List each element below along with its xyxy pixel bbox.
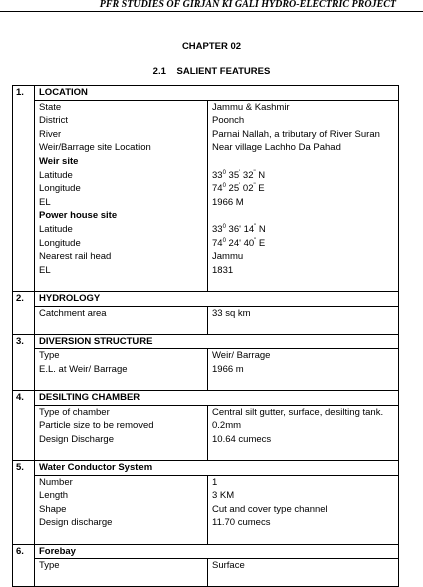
values-cell (208, 306, 399, 334)
value-part: 1966 m (212, 363, 244, 375)
field-label: District (39, 115, 69, 127)
value-part: E (256, 237, 266, 249)
labels-cell (35, 405, 208, 460)
field-label: EL (39, 264, 51, 276)
value-part: N (256, 223, 266, 235)
spacer (212, 277, 398, 291)
value-superscript: " (253, 183, 256, 190)
section-row (13, 291, 399, 306)
value-part: Cut and cover type channel (212, 503, 328, 515)
value-part: 33 sq km (212, 307, 251, 319)
field-label: E.L. at Weir/ Barrage (39, 363, 128, 375)
value-part: 1966 M (212, 196, 244, 208)
spacer (212, 376, 398, 390)
field-value (212, 559, 398, 573)
section-number-cell: 5. (13, 461, 35, 545)
value-part: Parnai Nallah, a tributary of River Suran (212, 128, 380, 140)
section-number: 2.1 (152, 66, 166, 77)
section-body-row (13, 405, 399, 460)
value-superscript: " (254, 237, 257, 244)
value-part: 33 (212, 223, 223, 235)
subheading-label: Weir site (39, 155, 79, 167)
field-label: Design Discharge (39, 433, 114, 445)
value-part: 3 KM (212, 490, 235, 502)
spacer (212, 320, 398, 334)
value-part: 74 (212, 237, 223, 249)
field-value (212, 406, 398, 420)
field-label: State (39, 101, 62, 113)
value-superscript: 0 (222, 183, 226, 190)
value-part: N (255, 169, 266, 181)
section-body-row (13, 475, 399, 544)
value-part: 24' 40 (225, 237, 255, 249)
field-label: Number (39, 476, 73, 488)
field-value (212, 476, 398, 490)
value-part: 74 (212, 183, 223, 195)
field-label: Design discharge (39, 517, 113, 529)
field-value (212, 419, 398, 433)
section-row (13, 334, 399, 349)
running-header (0, 0, 423, 14)
field-label: Type (39, 560, 60, 572)
field-value (212, 237, 398, 251)
field-label: Shape (39, 503, 67, 515)
spacer (39, 376, 207, 390)
section-body-row (13, 306, 399, 334)
section-heading (0, 66, 423, 77)
field-value (212, 363, 398, 377)
field-value (212, 307, 398, 321)
field-label: Length (39, 490, 69, 502)
labels-cell (35, 475, 208, 544)
field-label: Type (39, 350, 60, 362)
section-body-row (13, 100, 399, 291)
section-title-cell: LOCATION (35, 86, 399, 101)
section-row (13, 86, 399, 101)
value-superscript: ' (239, 183, 241, 190)
value-part: Jammu (212, 251, 244, 263)
header-title: PFR STUDIES OF GIRJAN KI GALI HYDRO-ELECTRIC PROJECT (99, 0, 396, 10)
values-cell (208, 405, 399, 460)
field-value (212, 250, 398, 264)
section-row (13, 391, 399, 406)
value-part: 0.2mm (212, 420, 242, 432)
field-value (212, 264, 398, 278)
field-value (212, 503, 398, 517)
chapter-heading: CHAPTER 02 (181, 41, 242, 52)
section-number-cell: 1. (13, 86, 35, 292)
field-label: Latitude (39, 169, 73, 181)
value-superscript: " (253, 169, 256, 176)
field-label: Particle size to be removed (39, 420, 154, 432)
field-label: River (39, 128, 62, 140)
labels-cell (35, 306, 208, 334)
field-value (212, 141, 398, 155)
header-rule (0, 11, 423, 12)
section-number-cell: 2. (13, 291, 35, 334)
value-superscript: ' (239, 169, 241, 176)
field-value (212, 209, 398, 223)
field-label: Longitude (39, 237, 81, 249)
spacer (212, 573, 398, 587)
subheading-label: Power house site (39, 210, 118, 222)
value-part: 36' 14 (225, 223, 255, 235)
value-part: Surface (212, 560, 245, 572)
section-title-cell: DIVERSION STRUCTURE (35, 334, 399, 349)
field-value (212, 169, 398, 183)
value-part: 32 (240, 169, 254, 181)
values-cell (208, 100, 399, 291)
field-value (212, 433, 398, 447)
section-title-cell: DESILTING CHAMBER (35, 391, 399, 406)
field-value (212, 182, 398, 196)
field-value (212, 223, 398, 237)
values-cell (208, 349, 399, 391)
spacer (39, 320, 207, 334)
section-number-cell: 6. (13, 544, 35, 587)
value-superscript: 0 (222, 223, 226, 230)
value-superscript: " (254, 223, 257, 230)
section-title: SALIENT FEATURES (176, 66, 271, 77)
section-number-cell: 3. (13, 334, 35, 390)
field-value (212, 349, 398, 363)
field-label: Weir/Barrage site Location (39, 142, 151, 154)
value-part: Near village Lachho Da Pahad (212, 142, 341, 154)
spacer (39, 530, 207, 544)
field-label: Longitude (39, 183, 81, 195)
field-value (212, 128, 398, 142)
value-part: 1 (212, 476, 218, 488)
value-part: Weir/ Barrage (212, 350, 271, 362)
value-part: E (255, 183, 265, 195)
value-part: Jammu & Kashmir (212, 101, 290, 113)
value-part: 35 (225, 169, 240, 181)
value-part: 1831 (212, 264, 234, 276)
spacer (39, 446, 207, 460)
field-value (212, 489, 398, 503)
value-part: 25 (225, 183, 240, 195)
field-label: Nearest rail head (39, 251, 112, 263)
value-part: 02 (240, 183, 254, 195)
labels-cell (35, 100, 208, 291)
section-title-cell: Forebay (35, 544, 399, 559)
field-label: Catchment area (39, 307, 107, 319)
section-number-cell: 4. (13, 391, 35, 461)
values-cell (208, 475, 399, 544)
spacer (212, 446, 398, 460)
field-value (212, 155, 398, 169)
section-title-cell: Water Conductor System (35, 461, 399, 476)
field-label: Latitude (39, 223, 73, 235)
value-part: Central silt gutter, surface, desilting tank. (212, 406, 384, 418)
field-value (212, 101, 398, 115)
spacer (212, 530, 398, 544)
value-part: 11.70 cumecs (212, 517, 271, 529)
value-part: Poonch (212, 115, 245, 127)
spacer (39, 573, 207, 587)
field-label: Type of chamber (39, 406, 110, 418)
field-value (212, 114, 398, 128)
spacer (39, 277, 207, 291)
labels-cell (35, 349, 208, 391)
value-superscript: 0 (222, 237, 226, 244)
value-superscript: 0 (222, 169, 226, 176)
field-label: EL (39, 196, 51, 208)
field-value (212, 516, 398, 530)
salient-features-table (12, 85, 399, 587)
section-body-row (13, 349, 399, 391)
section-title-cell: HYDROLOGY (35, 291, 399, 306)
field-value (212, 196, 398, 210)
section-row (13, 461, 399, 476)
section-row (13, 544, 399, 559)
value-part: 10.64 cumecs (212, 433, 272, 445)
value-part: 33 (212, 169, 223, 181)
